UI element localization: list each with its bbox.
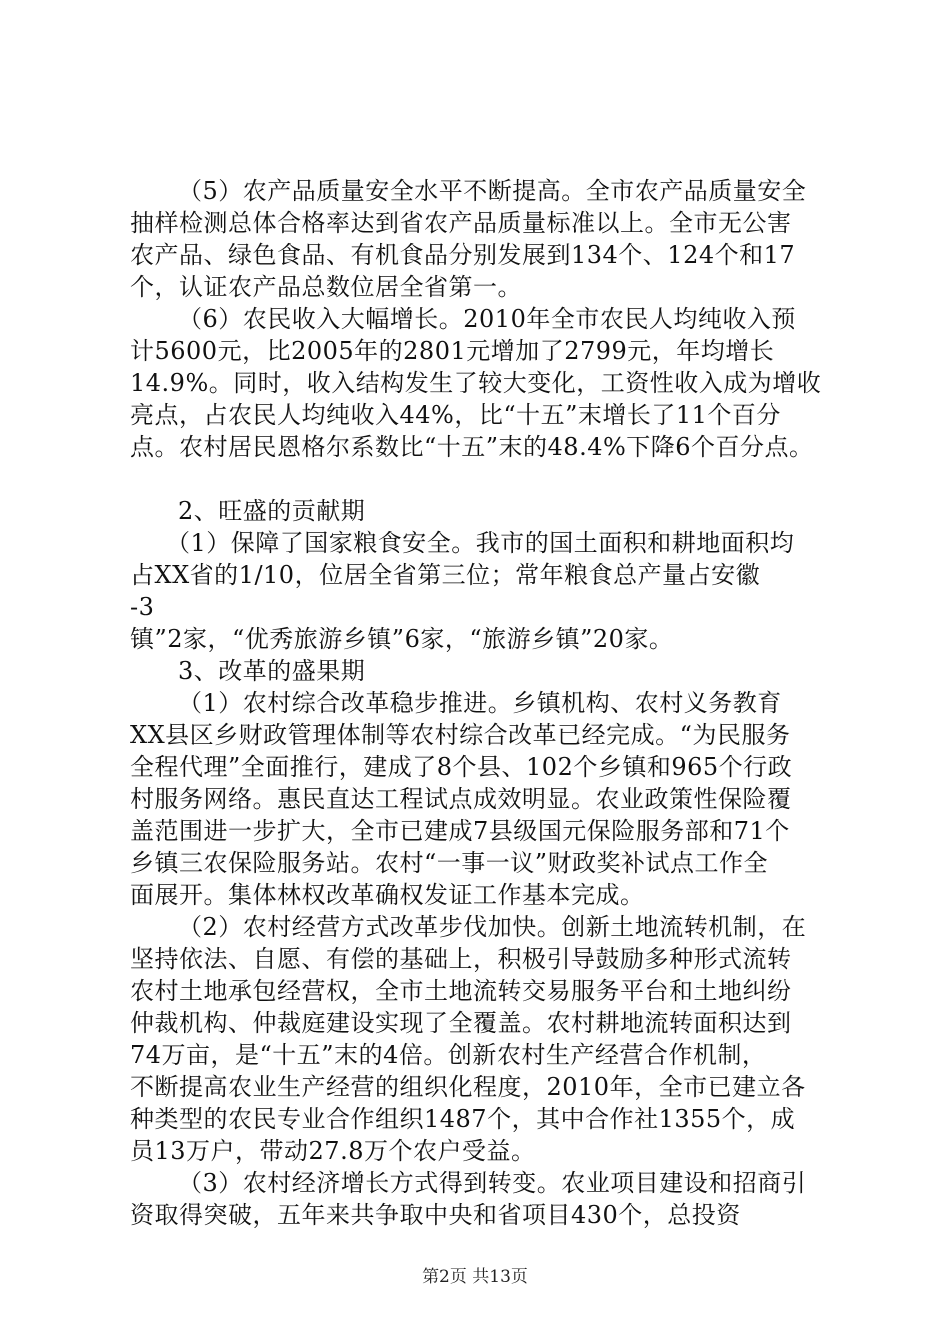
document-body [130, 175, 830, 1231]
section-heading: 2、旺盛的贡献期 [178, 497, 366, 525]
paragraph-line: （1）农村综合改革稳步推进。乡镇机构、农村义务教育 [178, 689, 782, 717]
section-heading: 3、改革的盛果期 [178, 657, 366, 685]
paragraph-line: 计5600元，比2005年的2801元增加了2799元，年均增长 [130, 337, 775, 365]
paragraph-line: （1）保障了国家粮食安全。我市的国土面积和耕地面积均 [166, 529, 795, 557]
paragraph-line: 村服务网络。惠民直达工程试点成效明显。农业政策性保险覆 [130, 785, 792, 813]
paragraph-line: 农村土地承包经营权，全市土地流转交易服务平台和土地纠纷 [130, 977, 792, 1005]
paragraph-line: （6）农民收入大幅增长。2010年全市农民人均纯收入预 [178, 305, 796, 333]
paragraph-line: 抽样检测总体合格率达到省农产品质量标准以上。全市无公害 [130, 209, 792, 237]
paragraph-line: （3）农村经济增长方式得到转变。农业项目建设和招商引 [178, 1169, 807, 1197]
paragraph-line: （5）农产品质量安全水平不断提高。全市农产品质量安全 [178, 177, 807, 205]
paragraph-line: 资取得突破，五年来共争取中央和省项目430个，总投资 [130, 1201, 741, 1229]
paragraph-line: 14.9%。同时，收入结构发生了较大变化，工资性收入成为增收 [130, 369, 822, 397]
section-gap [130, 463, 830, 495]
paragraph-line: 亮点，占农民人均纯收入44%，比“十五”末增长了11个百分 [130, 401, 781, 429]
paragraph-line: 点。农村居民恩格尔系数比“十五”末的48.4%下降6个百分点。 [130, 433, 814, 461]
paragraph-line: 乡镇三农保险服务站。农村“一事一议”财政奖补试点工作全 [130, 849, 769, 877]
paragraph-line: 个，认证农产品总数位居全省第一。 [130, 273, 522, 301]
paragraph-line: 镇”2家，“优秀旅游乡镇”6家，“旅游乡镇”20家。 [130, 625, 674, 653]
paragraph-line: 全程代理”全面推行，建成了8个县、102个乡镇和965个行政 [130, 753, 793, 781]
paragraph-line: 74万亩，是“十五”末的4倍。创新农村生产经营合作机制， [130, 1041, 767, 1069]
page-marker: -3 [130, 593, 155, 621]
paragraph-line: 员13万户，带动27.8万个农户受益。 [130, 1137, 536, 1165]
paragraph-line: （2）农村经营方式改革步伐加快。创新土地流转机制，在 [178, 913, 807, 941]
paragraph-line: 种类型的农民专业合作组织1487个，其中合作社1355个，成 [130, 1105, 796, 1133]
paragraph-line: 坚持依法、自愿、有偿的基础上，积极引导鼓励多种形式流转 [130, 945, 792, 973]
page-footer: 第2页 共13页 [422, 1267, 528, 1287]
paragraph-line: 占XX省的1/10，位居全省第三位；常年粮食总产量占安徽 [130, 561, 761, 589]
paragraph-line: XX县区乡财政管理体制等农村综合改革已经完成。“为民服务 [130, 721, 791, 749]
paragraph-line: 仲裁机构、仲裁庭建设实现了全覆盖。农村耕地流转面积达到 [130, 1009, 792, 1037]
paragraph-line: 农产品、绿色食品、有机食品分别发展到134个、124个和17 [130, 241, 796, 269]
paragraph-line: 不断提高农业生产经营的组织化程度，2010年，全市已建立各 [130, 1073, 806, 1101]
paragraph-line: 盖范围进一步扩大，全市已建成7县级国元保险服务部和71个 [130, 817, 790, 845]
paragraph-line: 面展开。集体林权改革确权发证工作基本完成。 [130, 881, 645, 909]
